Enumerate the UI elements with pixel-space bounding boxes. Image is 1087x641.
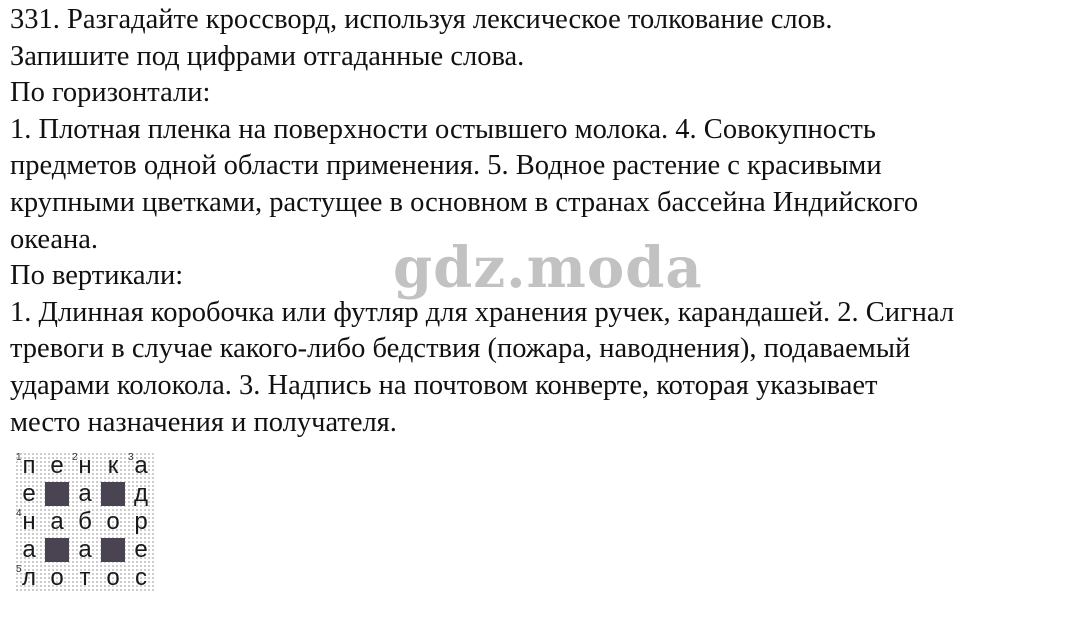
- crossword-clue-number: 1: [16, 452, 22, 463]
- crossword-clue-number: 4: [16, 508, 22, 519]
- crossword-letter: р: [134, 508, 148, 535]
- crossword-letter: т: [79, 564, 91, 591]
- crossword-letter: а: [134, 452, 148, 479]
- crossword-letter: а: [50, 508, 64, 535]
- crossword-black-cell: [101, 482, 125, 506]
- crossword-letter: а: [78, 536, 92, 563]
- crossword-grid: [15, 452, 155, 592]
- crossword-clue-number: 3: [128, 452, 134, 463]
- crossword-cell: [127, 536, 155, 564]
- crossword-cell: [15, 480, 43, 508]
- crossword-cell: [71, 536, 99, 564]
- across-clue-line: предметов одной области применения. 5. Водное растение с красивыми: [10, 150, 882, 182]
- across-clue-line: крупными цветками, растущее в основном в странах бассейна Индийского: [10, 186, 919, 218]
- crossword-cell: [43, 564, 71, 592]
- exercise-text: [10, 2, 1085, 441]
- crossword-cell: [71, 564, 99, 592]
- crossword-letter: н: [22, 508, 36, 535]
- crossword-cell: [15, 564, 43, 592]
- crossword-letter: п: [22, 452, 36, 479]
- crossword-cell: [15, 508, 43, 536]
- crossword-cell: [127, 480, 155, 508]
- crossword-cell: [99, 564, 127, 592]
- down-heading: По вертикали:: [10, 260, 184, 292]
- crossword-cell: [71, 480, 99, 508]
- crossword-cell: [15, 452, 43, 480]
- crossword-cell: [71, 508, 99, 536]
- across-clue-line: океана.: [10, 223, 99, 255]
- crossword-letter: о: [106, 508, 120, 535]
- crossword-letter: о: [106, 564, 120, 591]
- crossword-letter: д: [133, 480, 148, 507]
- exercise-instruction-line: Запишите под цифрами отгаданные слова.: [10, 40, 525, 72]
- crossword-letter: б: [78, 508, 92, 535]
- crossword-letter: н: [78, 452, 92, 479]
- crossword-letter: е: [134, 536, 148, 563]
- down-clue-line: место назначения и получателя.: [10, 406, 397, 438]
- crossword-letter: л: [21, 564, 36, 591]
- crossword-black-cell: [45, 482, 69, 506]
- crossword-cell: [99, 508, 127, 536]
- crossword-letter: о: [50, 564, 64, 591]
- crossword-cell: [71, 452, 99, 480]
- crossword-cell: [127, 452, 155, 480]
- crossword-letter: е: [50, 452, 64, 479]
- crossword-cell: [99, 452, 127, 480]
- crossword-clue-number: 2: [72, 452, 78, 463]
- down-clue-line: ударами колокола. 3. Надпись на почтовом конверте, которая указывает: [10, 369, 878, 401]
- crossword-black-cell: [45, 538, 69, 562]
- crossword-letter: к: [107, 452, 119, 479]
- crossword-cell: [43, 452, 71, 480]
- exercise-title-line: 331. Разгадайте кроссворд, используя лексическое толкование слов.: [10, 4, 833, 35]
- crossword-letter: с: [135, 564, 147, 591]
- across-heading: По горизонтали:: [10, 77, 211, 109]
- crossword-cell: [43, 508, 71, 536]
- crossword-cell: [15, 536, 43, 564]
- crossword-cell: [127, 508, 155, 536]
- watermark: gdz.moda: [393, 235, 703, 301]
- crossword-cell: [127, 564, 155, 592]
- down-clue-line: тревоги в случае какого-либо бедствия (пожара, наводнения), подаваемый: [10, 333, 911, 365]
- crossword-clue-number: 5: [16, 564, 22, 575]
- crossword-letter: а: [22, 536, 36, 563]
- crossword-black-cell: [101, 538, 125, 562]
- across-clue-line: 1. Плотная пленка на поверхности остывшего молока. 4. Совокупность: [10, 113, 876, 145]
- crossword-letter: а: [78, 480, 92, 507]
- crossword-letter: е: [22, 480, 36, 507]
- down-clue-line: 1. Длинная коробочка или футляр для хранения ручек, карандашей. 2. Сигнал: [10, 296, 955, 328]
